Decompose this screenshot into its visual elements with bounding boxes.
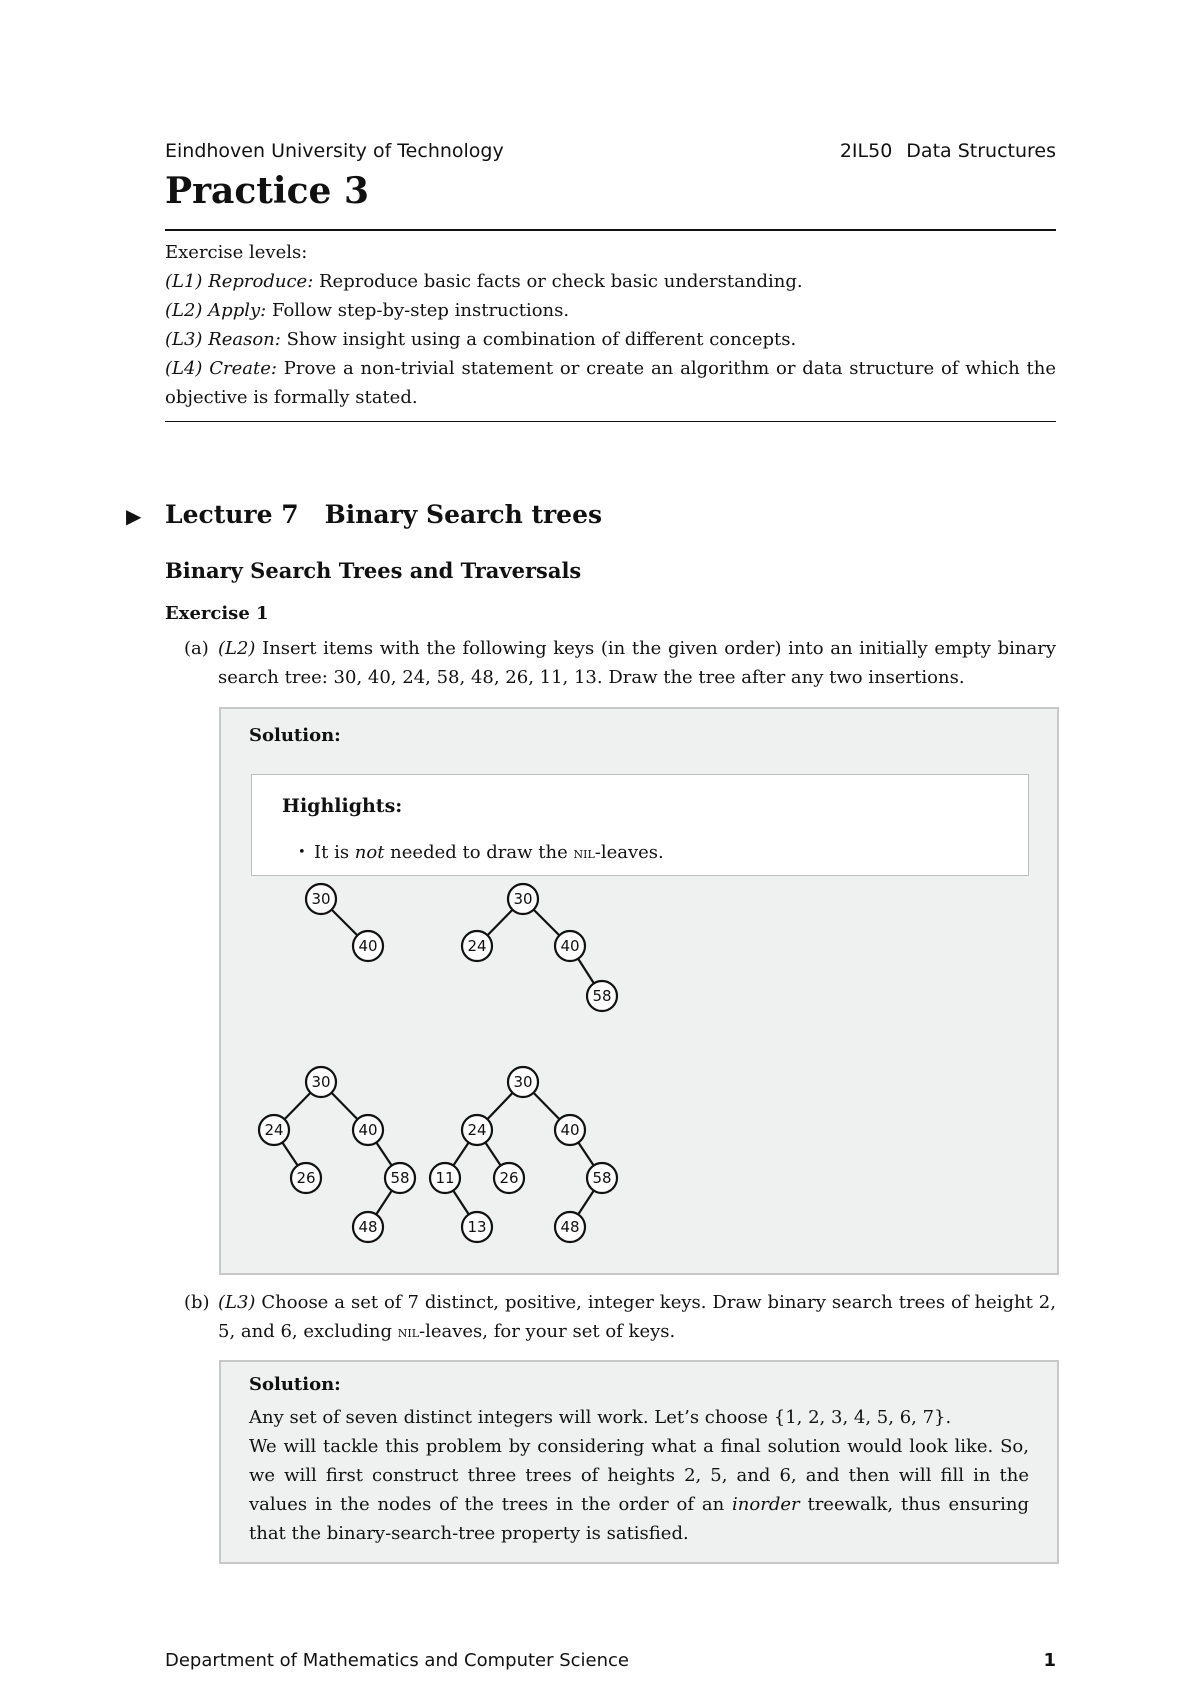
solution-label: Solution: bbox=[249, 1374, 341, 1395]
document-title: Practice 3 bbox=[165, 170, 369, 212]
node-label: 30 bbox=[513, 1073, 533, 1091]
highlight-text: needed to draw the bbox=[384, 842, 574, 863]
level-l1 bbox=[165, 267, 1056, 296]
level-tag: (L1) Reproduce: bbox=[165, 271, 314, 292]
node-label: 40 bbox=[358, 1121, 378, 1139]
node-label: 30 bbox=[513, 890, 533, 908]
level-text: Show insight using a combination of different concepts. bbox=[280, 329, 797, 350]
question-text: Choose a set of 7 distinct, positive, integer keys. Draw binary search trees of height 2, 5, and 6, excluding bbox=[218, 1292, 1056, 1342]
highlight-emphasis: not bbox=[354, 842, 385, 863]
nil-keyword: nil bbox=[397, 1323, 419, 1341]
subsection-title: Binary Search Trees and Traversals bbox=[165, 558, 582, 583]
course-info bbox=[840, 140, 1056, 162]
node-label: 24 bbox=[467, 937, 487, 955]
level-text: Follow step-by-step instructions. bbox=[266, 300, 570, 321]
highlight-text: It is bbox=[314, 842, 355, 863]
highlight-item bbox=[314, 842, 664, 863]
bst-tree-3 bbox=[259, 1067, 415, 1242]
node-label: 26 bbox=[296, 1169, 316, 1187]
levels-rule bbox=[165, 421, 1056, 422]
levels-heading: Exercise levels: bbox=[165, 242, 308, 263]
lecture-heading bbox=[126, 500, 602, 529]
solution-box-b bbox=[219, 1360, 1059, 1564]
node-label: 30 bbox=[311, 1073, 331, 1091]
solution-box-a bbox=[219, 707, 1059, 1275]
solution-paragraph bbox=[249, 1432, 1029, 1548]
part-label: (a) bbox=[184, 638, 209, 659]
solution-text-part: We will tackle this problem by considering what a final solution would look like. So, we will first construct three trees of heights 2, 5, and 6, and then will fill in the values in the nodes of the trees in the order of an bbox=[249, 1436, 1029, 1515]
page-number: 1 bbox=[1043, 1650, 1056, 1671]
part-label: (b) bbox=[184, 1292, 210, 1313]
node-label: 30 bbox=[311, 890, 331, 908]
lecture-number: Lecture 7 bbox=[165, 500, 299, 529]
level-l2 bbox=[165, 296, 1056, 325]
node-label: 58 bbox=[592, 987, 612, 1005]
node-label: 24 bbox=[264, 1121, 284, 1139]
level-tag: (L2) Apply: bbox=[165, 300, 267, 321]
lecture-title: Binary Search trees bbox=[324, 500, 603, 529]
part-text bbox=[218, 1288, 1056, 1347]
part-text bbox=[218, 634, 1056, 692]
node-label: 40 bbox=[358, 937, 378, 955]
node-label: 40 bbox=[560, 937, 580, 955]
course-name: Data Structures bbox=[906, 140, 1056, 162]
level-tag: (L3) Reason: bbox=[165, 329, 281, 350]
question-text: Insert items with the following keys (in the given order) into an initially empty binary search tree: 30, 40, 24, 58, 48, 26, 11, 13. Draw the tree after any two insertions. bbox=[218, 638, 1056, 688]
level-text: Reproduce basic facts or check basic understanding. bbox=[313, 271, 803, 292]
level-l3 bbox=[165, 325, 1056, 354]
page-header bbox=[165, 140, 1056, 164]
solution-line: Any set of seven distinct integers will work. Let’s choose {1, 2, 3, 4, 5, 6, 7}. bbox=[249, 1407, 952, 1428]
node-label: 58 bbox=[592, 1169, 612, 1187]
node-label: 48 bbox=[560, 1218, 580, 1236]
node-label: 58 bbox=[390, 1169, 410, 1187]
node-label: 40 bbox=[560, 1121, 580, 1139]
highlights-title: Highlights: bbox=[282, 795, 403, 817]
solution-text bbox=[249, 1403, 1029, 1548]
exercise-title: Exercise 1 bbox=[165, 603, 269, 624]
university-name: Eindhoven University of Technology bbox=[165, 140, 504, 162]
bst-tree-2 bbox=[462, 884, 617, 1011]
triangle-bullet-icon: ▶ bbox=[126, 504, 142, 528]
nil-keyword: nil bbox=[573, 844, 595, 862]
highlight-text: -leaves. bbox=[594, 842, 664, 863]
question-text: -leaves, for your set of keys. bbox=[419, 1321, 676, 1342]
bst-tree-4 bbox=[430, 1067, 617, 1242]
solution-text-part: treewalk, thus ensuring that the binary-search-tree property is satisfied. bbox=[249, 1494, 1029, 1544]
course-code: 2IL50 bbox=[839, 140, 893, 162]
solution-label: Solution: bbox=[249, 725, 341, 746]
node-label: 11 bbox=[435, 1169, 455, 1187]
bst-diagrams bbox=[221, 879, 1057, 1273]
node-label: 13 bbox=[467, 1218, 487, 1236]
node-label: 26 bbox=[499, 1169, 519, 1187]
level-tag: (L4) Create: bbox=[165, 358, 277, 379]
exercise-part-a bbox=[184, 634, 1056, 692]
level-tag: (L3) bbox=[218, 1292, 256, 1313]
exercise-levels bbox=[165, 238, 1056, 412]
level-l4 bbox=[165, 354, 1056, 412]
level-text: Prove a non-trivial statement or create an algorithm or data structure of which the objective is formally stated. bbox=[165, 358, 1056, 408]
solution-emphasis: inorder bbox=[732, 1494, 800, 1515]
level-tag: (L2) bbox=[218, 638, 256, 659]
footer-department: Department of Mathematics and Computer Science bbox=[165, 1650, 630, 1671]
node-label: 24 bbox=[467, 1121, 487, 1139]
bst-tree-1 bbox=[306, 884, 383, 961]
exercise-part-b bbox=[184, 1288, 1056, 1347]
highlights-box bbox=[251, 774, 1029, 876]
node-label: 48 bbox=[358, 1218, 378, 1236]
header-rule bbox=[165, 229, 1056, 231]
